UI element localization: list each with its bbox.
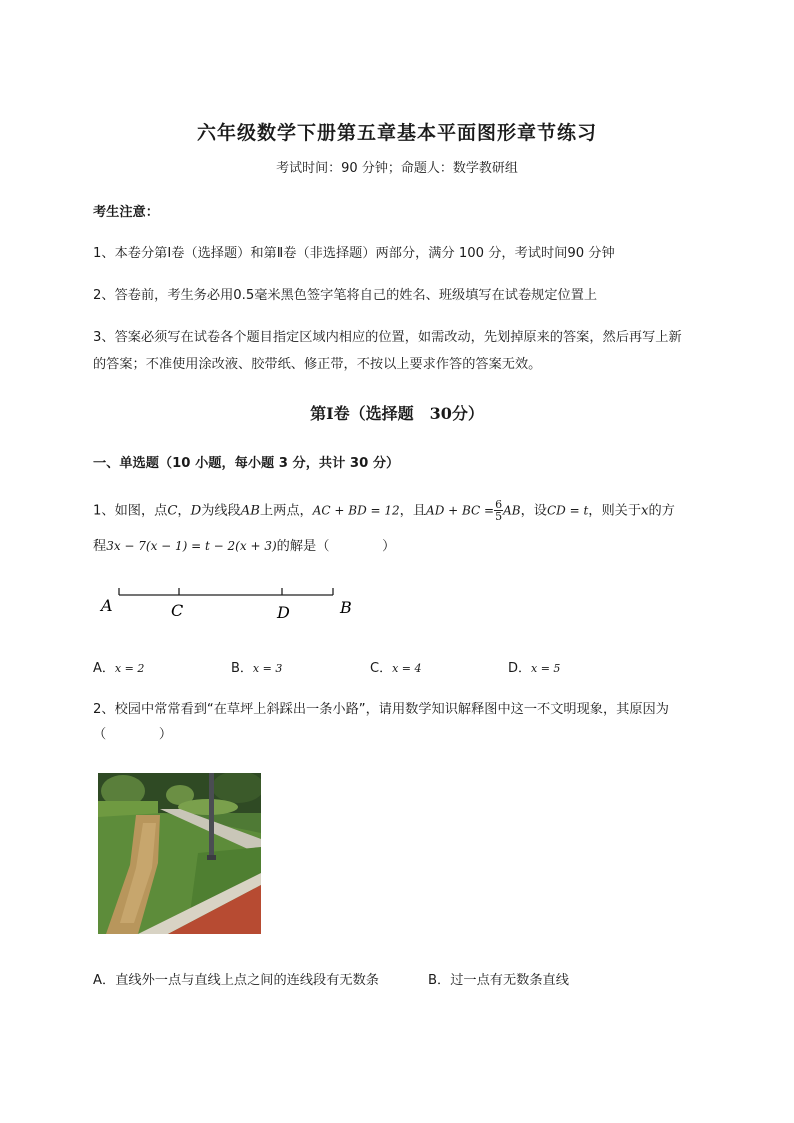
question-1-line-2	[93, 535, 395, 554]
option-c-value: x = 4	[392, 662, 422, 675]
option-d-value: x = 5	[531, 662, 561, 675]
label-c: C	[171, 601, 184, 620]
lawn-path-photo	[98, 773, 261, 934]
option-d[interactable]	[508, 657, 560, 676]
q1-text: 1、如图，点	[93, 503, 168, 519]
segment-figure	[95, 580, 365, 625]
q2-option-b[interactable]: B．过一点有无数条直线	[428, 973, 569, 988]
notice-item-3-line-1: 3、答案必须写在试卷各个题目指定区域内相应的位置，如需改动，先划掉原来的答案，然后再写上新	[93, 330, 682, 345]
notice-heading: 考生注意：	[93, 205, 159, 220]
q2-option-a[interactable]: A．直线外一点与直线上点之间的连线段有无数条	[93, 973, 379, 988]
q1-equation-4: 3x − 7(x − 1) = t − 2(x + 3)	[106, 539, 277, 553]
label-d: D	[277, 603, 290, 622]
option-a-value: x = 2	[114, 662, 145, 675]
question-2-line-2: （ ）	[93, 727, 173, 742]
exam-subtitle: 考试时间：90 分钟；命题人：数学教研组	[276, 161, 518, 176]
q1-text: 的解是（ ）	[276, 539, 396, 554]
page-title: 六年级数学下册第五章基本平面图形章节练习	[196, 122, 597, 144]
q1-text: 的方	[648, 503, 675, 519]
q1-equation-2-left: AD + BC =	[426, 503, 495, 518]
q1-text: 为线段	[201, 503, 241, 519]
q1-point-c: C	[167, 503, 178, 519]
option-c[interactable]	[370, 657, 422, 676]
option-c-letter: C．	[370, 661, 393, 676]
option-a-letter: A．	[93, 661, 115, 676]
q1-text: ，	[177, 503, 191, 519]
notice-item-2: 2、答卷前，考生务必用0.5毫米黑色签字笔将自己的姓名、班级填写在试卷规定位置上	[93, 288, 598, 303]
q1-equation-1: AC + BD = 12	[312, 503, 400, 518]
q1-text: ，则关于	[588, 503, 642, 519]
option-b-letter: B．	[231, 661, 253, 676]
q1-text: 上两点，	[259, 503, 313, 519]
question-2-line-1: 2、校园中常常看到“在草坪上斜踩出一条小路”，请用数学知识解释图中这一不文明现象，其原因为	[93, 702, 669, 717]
q1-segment-ab: AB	[240, 503, 260, 519]
option-b[interactable]	[231, 657, 282, 676]
q1-text: ，设	[520, 503, 547, 519]
option-d-letter: D．	[508, 661, 532, 676]
question-1-line-1	[93, 499, 675, 522]
q1-fraction-numerator: 6	[495, 498, 503, 511]
q1-fraction-denominator: 5	[495, 510, 503, 523]
option-a[interactable]	[93, 657, 144, 676]
q1-text: 程	[93, 539, 107, 554]
q1-fraction	[494, 499, 503, 522]
q1-equation-3: CD = t	[546, 503, 589, 518]
option-b-value: x = 3	[252, 662, 283, 675]
label-a: A	[101, 596, 113, 615]
notice-item-1: 1、本卷分第Ⅰ卷（选择题）和第Ⅱ卷（非选择题）两部分，满分 100 分，考试时间90 分钟	[93, 246, 615, 261]
q1-text: ，且	[399, 503, 427, 519]
notice-item-3-line-2: 的答案；不准使用涂改液、胶带纸、修正带，不按以上要求作答的答案无效。	[93, 357, 542, 372]
q1-equation-2-right: AB	[503, 503, 521, 518]
q1-variable-x: x	[641, 503, 649, 519]
part1-heading: 一、单选题（10 小题，每小题 3 分，共计 30 分）	[93, 456, 400, 471]
section-title: 第Ⅰ卷（选择题 30分）	[310, 404, 484, 423]
label-b: B	[340, 598, 352, 617]
q1-point-d: D	[190, 503, 202, 519]
